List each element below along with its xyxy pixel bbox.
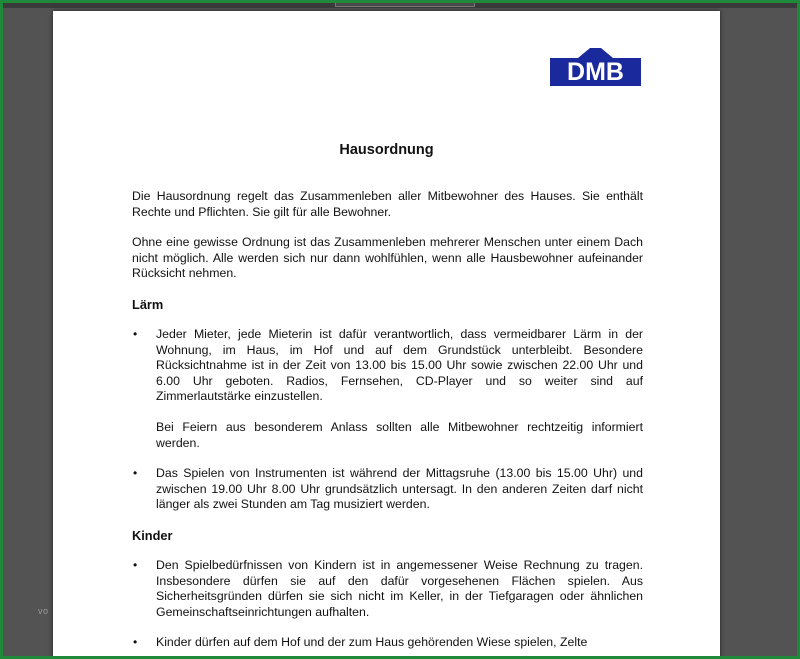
bullet-icon: • — [133, 558, 138, 572]
bullet-icon: • — [133, 466, 138, 480]
section-heading-laerm: Lärm — [132, 296, 164, 312]
dmb-logo — [550, 48, 641, 86]
list-item-text: Das Spielen von Instrumenten ist während der Mittagsruhe (13.00 bis 15.00 Uhr) und zwischen 19.00 Uhr 8.00 Uhr grundsätzlich untersagt. In den anderen Zeiten darf nicht länger als zwei Stunden am Tag musiziert werden. — [156, 466, 643, 511]
bullet-list-kinder — [132, 558, 643, 651]
intro-paragraph-1: Die Hausordnung regelt das Zusammenleben aller Mitbewohner des Hauses. Sie enthält Rechte und Pflichten. Sie gilt für alle Bewohner. — [132, 189, 643, 219]
bullet-icon: • — [133, 327, 138, 341]
section-heading-kinder: Kinder — [132, 527, 173, 543]
viewer-top-tab[interactable] — [335, 0, 475, 7]
document-page — [53, 11, 720, 659]
document-body — [132, 189, 643, 651]
list-item-text: Kinder dürfen auf dem Hof und der zum Haus gehörenden Wiese spielen, Zelte — [156, 635, 588, 649]
list-item — [132, 327, 643, 451]
bullet-icon: • — [133, 635, 138, 649]
bullet-list-laerm — [132, 327, 643, 513]
list-item-text: Jeder Mieter, jede Mieterin ist dafür verantwortlich, dass vermeidbarer Lärm in der Wohnung, im Haus, im Hof und auf dem Grundstück unterbleibt. Besondere Rücksichtnahme ist in der Zeit von 13.00 bis 15.00 Uhr sowie zwischen 22.00 Uhr und 6.00 Uhr geboten. Radios, Fernsehen, CD-Player und so weiter sind auf Zimmerlautstärke einzustellen. — [156, 327, 643, 403]
intro-paragraph-2: Ohne eine gewisse Ordnung ist das Zusammenleben mehrerer Menschen unter einem Dach nicht möglich. Alle werden sich nur dann wohlfühlen, wenn alle Hausbewohner aufeinander Rücksicht nehmen. — [132, 235, 643, 280]
document-title: Hausordnung — [339, 142, 434, 158]
dmb-logo-text: DMB — [567, 58, 624, 86]
list-item — [132, 558, 643, 620]
list-item-subtext: Bei Feiern aus besonderem Anlass sollten alle Mitbewohner rechtzeitig informiert werden. — [156, 420, 643, 450]
list-item — [132, 466, 643, 513]
list-item — [132, 635, 643, 651]
viewer-top-strip — [0, 0, 800, 8]
viewer-side-label: vo — [38, 606, 49, 616]
list-item-text: Den Spielbedürfnissen von Kindern ist in angemessener Weise Rechnung zu tragen. Insbesondere dürfen sie auf den dafür vorgesehenen Flächen spielen. Aus Sicherheitsgründen dürfen sie sich nicht im Keller, in der Tiefgaragen oder ähnlichen Gemeinschaftseinrichtungen aufhalten. — [156, 558, 643, 619]
